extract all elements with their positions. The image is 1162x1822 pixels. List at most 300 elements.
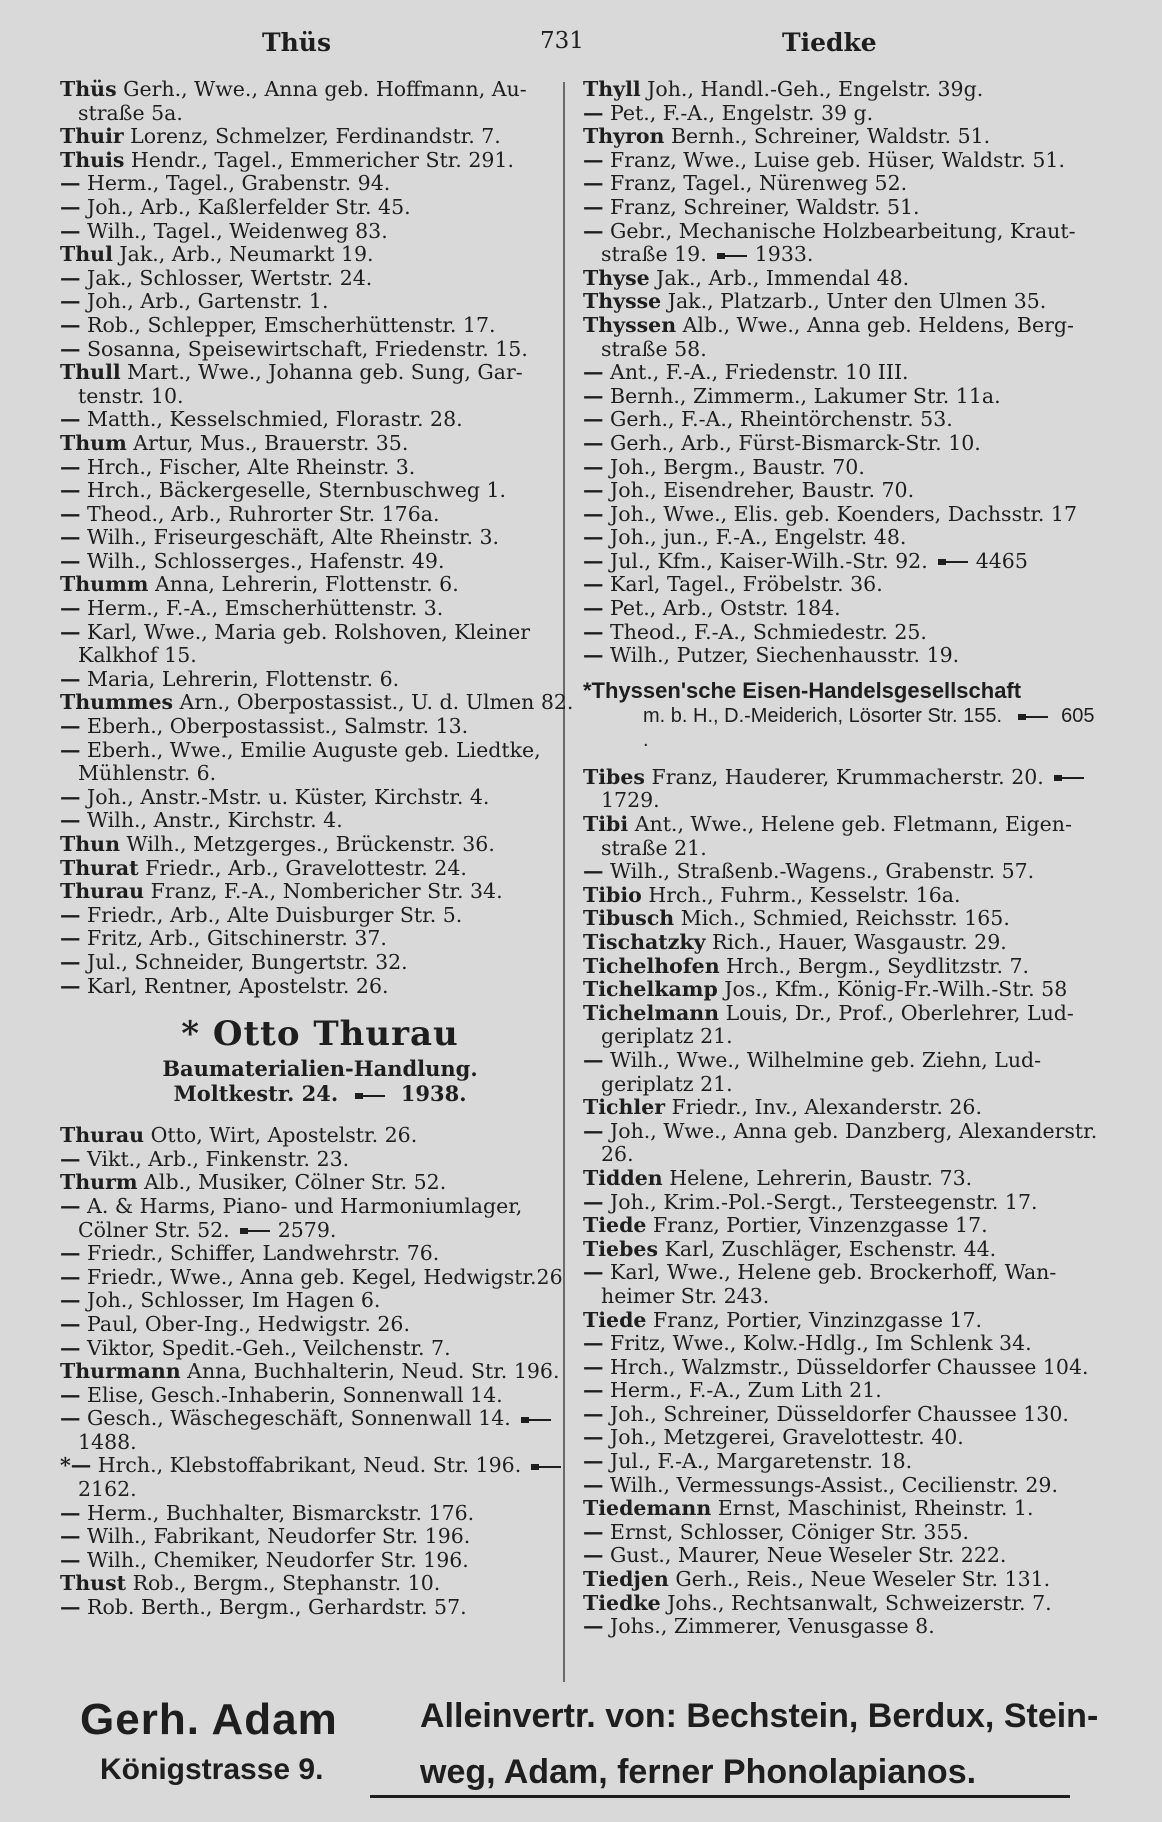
entry-surname: Tibi — [583, 812, 629, 837]
entry-surname: — — [60, 1382, 81, 1407]
entry-details: Helene, Lehrerin, Baustr. 73. — [662, 1165, 973, 1190]
entry-surname: Tichelkamp — [583, 977, 718, 1002]
entry-surname: — — [583, 548, 604, 573]
entry-details: Wilh., Chemiker, Neudorfer Str. 196. — [80, 1547, 469, 1572]
directory-entry — [583, 1167, 1105, 1191]
directory-entry — [60, 1502, 580, 1526]
entry-details: Louis, Dr., Prof., Oberlehrer, Lud- geriplatz 21. — [601, 1000, 1074, 1049]
entry-details: Eberh., Wwe., Emilie Auguste geb. Liedtke, Mühlenstr. 6. — [78, 737, 541, 786]
directory-entry — [60, 172, 580, 196]
directory-entry — [583, 78, 1105, 102]
entry-details: Hrch., Fischer, Alte Rheinstr. 3. — [80, 454, 416, 479]
entry-details: Ant., Wwe., Helene geb. Fletmann, Eigen- straße 21. — [601, 812, 1072, 860]
entry-surname: Thyse — [583, 265, 650, 290]
directory-entry — [583, 644, 1105, 668]
entry-surname: — — [583, 619, 604, 644]
entry-surname: Thumm — [60, 572, 149, 597]
directory-entry — [60, 1195, 580, 1242]
directory-entry — [60, 290, 580, 314]
directory-entry — [60, 503, 580, 527]
directory-entry — [60, 267, 580, 291]
entry-surname: — — [583, 525, 604, 550]
entry-surname: — — [583, 478, 604, 503]
entry-details: Mich., Schmied, Reichsstr. 165. — [674, 906, 1010, 931]
directory-entry — [60, 1171, 580, 1195]
thyssen-ad-address-row — [583, 704, 1105, 752]
directory-entry — [60, 621, 580, 668]
entry-surname: Tiedke — [583, 1590, 661, 1615]
directory-entry — [60, 1124, 580, 1148]
entry-surname: — — [60, 926, 81, 951]
telephone-icon — [1016, 711, 1050, 723]
entry-details: Vikt., Arb., Finkenstr. 23. — [80, 1146, 350, 1171]
entry-surname: — — [60, 1335, 81, 1360]
directory-entry — [583, 978, 1105, 1002]
entry-surname: Thyron — [583, 124, 665, 149]
directory-entry — [60, 1266, 580, 1290]
entry-details: Franz, Wwe., Luise geb. Hüser, Waldstr. 51. — [603, 147, 1065, 172]
entry-surname: Thurau — [60, 879, 145, 904]
entry-details: Fritz, Wwe., Kolw.-Hdlg., Im Schlenk 34. — [603, 1331, 1032, 1356]
directory-entry — [583, 385, 1105, 409]
entry-surname: — — [60, 1524, 81, 1549]
entry-surname: — — [60, 714, 81, 739]
entry-details: Joh., jun., F.-A., Engelstr. 48. — [603, 525, 907, 550]
directory-entry — [583, 573, 1105, 597]
telephone-icon — [715, 250, 749, 262]
entry-details: Herm., F.-A., Emscherhüttenstr. 3. — [80, 596, 444, 621]
telephone-icon — [936, 556, 970, 568]
entry-surname: Tiedjen — [583, 1567, 669, 1592]
directory-entry — [583, 1261, 1105, 1308]
entry-details: Franz, F.-A., Nombericher Str. 34. — [144, 879, 503, 904]
entry-details: Joh., Arb., Kaßlerfelder Str. 45. — [80, 194, 411, 219]
left-entries-1 — [60, 78, 580, 998]
directory-entry — [583, 1521, 1105, 1545]
entry-phone: 1488. — [78, 1429, 137, 1454]
entry-details: Friedr., Wwe., Anna geb. Kegel, Hedwigstr.26 — [80, 1264, 563, 1289]
right-column — [583, 78, 1105, 1639]
directory-entry — [60, 1454, 580, 1501]
entry-surname: Thüs — [60, 77, 117, 101]
directory-entry — [583, 1309, 1105, 1333]
directory-entry — [583, 102, 1105, 126]
entry-surname: — — [583, 1260, 604, 1285]
entry-surname: — — [583, 1449, 604, 1474]
entry-details: Johs., Rechtsanwalt, Schweizerstr. 7. — [660, 1590, 1052, 1615]
entry-phone: 2162. — [78, 1477, 137, 1502]
directory-entry — [60, 1289, 580, 1313]
entry-details: Joh., Handl.-Geh., Engelstr. 39g. — [640, 77, 984, 101]
thyssen-ad-title: *Thyssen'sche Eisen-Handelsgesellschaft — [583, 677, 1022, 703]
entry-surname: Thyll — [583, 77, 641, 101]
entry-surname: — — [60, 1595, 81, 1620]
entry-surname: — — [583, 596, 604, 621]
entry-details: Franz, Schreiner, Waldstr. 51. — [603, 194, 920, 219]
directory-entry — [583, 125, 1105, 149]
directory-entry — [60, 573, 580, 597]
entry-details: Hrch., Bergm., Seydlitzstr. 7. — [719, 953, 1030, 978]
entry-details: Jul., F.-A., Margaretenstr. 18. — [603, 1449, 913, 1474]
entry-details: Rob. Berth., Bergm., Gerhardstr. 57. — [80, 1595, 467, 1620]
banner-line-1: Alleinvertr. von: Bechstein, Berdux, Stein- — [420, 1697, 1099, 1735]
entry-details: Joh., Schreiner, Düsseldorfer Chaussee 130. — [603, 1401, 1069, 1426]
directory-entry — [60, 880, 580, 904]
entry-details: Franz, Hauderer, Krummacherstr. 20. — [644, 764, 1044, 789]
directory-entry — [60, 432, 580, 456]
directory-entry — [60, 361, 580, 408]
entry-surname: — — [60, 1264, 81, 1289]
entry-surname: — — [583, 643, 604, 668]
directory-entry — [583, 621, 1105, 645]
directory-entry — [60, 243, 580, 267]
entry-details: Viktor, Spedit.-Geh., Veilchenstr. 7. — [80, 1335, 451, 1360]
otto-ad-street: Moltkestr. 24. — [173, 1081, 339, 1107]
directory-entry — [583, 432, 1105, 456]
left-entries-2 — [60, 1124, 580, 1619]
entry-surname: — — [60, 265, 81, 290]
entry-surname: — — [60, 312, 81, 337]
entry-details: Ernst, Schlosser, Cöniger Str. 355. — [603, 1519, 970, 1544]
entry-surname: — — [583, 1331, 604, 1356]
entry-surname: — — [583, 218, 604, 243]
entry-details: Karl, Wwe., Helene geb. Brockerhoff, Wan- heimer Str. 243. — [601, 1260, 1057, 1308]
otto-thurau-ad — [60, 1012, 580, 1106]
entry-details: Pet., F.-A., Engelstr. 39 g. — [603, 100, 874, 125]
entry-surname: — — [583, 430, 604, 455]
directory-entry — [583, 220, 1105, 267]
entry-details: Paul, Ober-Ing., Hedwigstr. 26. — [80, 1311, 410, 1336]
entry-surname: Thull — [60, 360, 121, 385]
entry-details: Karl, Wwe., Maria geb. Rolshoven, Kleiner Kalkhof 15. — [78, 619, 530, 668]
entry-details: Karl, Zuschläger, Eschenstr. 44. — [658, 1236, 997, 1261]
entry-details: A. & Harms, Piano- und Harmoniumlager, Cölner Str. 52. — [78, 1193, 523, 1242]
gerh-adam-banner — [70, 1695, 1110, 1810]
entry-details: Wilh., Vermessungs-Assist., Cecilienstr. 29. — [603, 1472, 1058, 1497]
directory-entry — [583, 1474, 1105, 1498]
entry-surname: Thysse — [583, 289, 662, 314]
entry-surname: — — [583, 1189, 604, 1214]
directory-entry — [60, 479, 580, 503]
entry-details: Jak., Platzarb., Unter den Ulmen 35. — [661, 289, 1047, 314]
entry-phone: 2579. — [277, 1217, 337, 1242]
directory-entry — [583, 1450, 1105, 1474]
entry-details: Joh., Eisendreher, Baustr. 70. — [603, 478, 915, 503]
entry-surname: Tidden — [583, 1165, 663, 1190]
right-entries-1 — [583, 78, 1105, 668]
entry-details: Eberh., Oberpostassist., Salmstr. 13. — [80, 714, 469, 739]
directory-entry — [583, 479, 1105, 503]
entry-surname: Tibes — [583, 764, 645, 789]
directory-entry — [583, 1426, 1105, 1450]
entry-surname: — — [583, 1354, 604, 1379]
directory-entry — [583, 766, 1105, 813]
directory-entry — [583, 931, 1105, 955]
directory-entry — [60, 1407, 580, 1454]
banner-underline — [370, 1795, 1070, 1798]
directory-entry — [60, 526, 580, 550]
entry-details: Wilh., Fabrikant, Neudorfer Str. 196. — [80, 1524, 471, 1549]
directory-entry — [60, 1596, 580, 1620]
entry-details: Karl, Tagel., Fröbelstr. 36. — [603, 572, 883, 597]
entry-surname: — — [583, 1378, 604, 1403]
otto-ad-phone: 1938. — [400, 1081, 467, 1107]
directory-entry — [60, 951, 580, 975]
entry-details: Franz, Portier, Vinzenzgasse 17. — [646, 1213, 988, 1238]
entry-details: Wilh., Tagel., Weidenweg 83. — [80, 218, 388, 243]
entry-surname: Tiede — [583, 1307, 647, 1332]
entry-surname: — — [583, 147, 604, 172]
entry-details: Jul., Schneider, Bungertstr. 32. — [80, 949, 408, 974]
directory-entry — [583, 884, 1105, 908]
entry-details: Jak., Schlosser, Wertstr. 24. — [80, 265, 373, 290]
entry-surname: — — [60, 666, 81, 691]
entry-details: Joh., Wwe., Elis. geb. Koenders, Dachsstr. 17 — [603, 501, 1078, 526]
directory-entry — [583, 1356, 1105, 1380]
entry-details: Herm., Tagel., Grabenstr. 94. — [80, 171, 391, 196]
entry-details: Alb., Musiker, Cölner Str. 52. — [137, 1170, 447, 1195]
banner-firm: Gerh. Adam — [80, 1695, 338, 1744]
directory-entry — [583, 456, 1105, 480]
directory-entry — [583, 1568, 1105, 1592]
entry-surname: — — [60, 194, 81, 219]
telephone-icon — [238, 1225, 272, 1237]
entry-surname: — — [60, 973, 81, 998]
thyssen-ad-phone: 605 . — [643, 704, 1095, 751]
banner-street: Königstrasse 9. — [100, 1753, 324, 1786]
directory-entry — [583, 1544, 1105, 1568]
directory-entry — [583, 1332, 1105, 1356]
directory-entry — [60, 1549, 580, 1573]
directory-entry — [583, 290, 1105, 314]
directory-entry — [60, 857, 580, 881]
directory-entry — [583, 361, 1105, 385]
entry-details: Theod., Arb., Ruhrorter Str. 176a. — [80, 501, 440, 526]
directory-entry — [60, 809, 580, 833]
directory-entry — [60, 715, 580, 739]
directory-entry — [583, 1120, 1105, 1167]
entry-surname: — — [60, 1193, 81, 1218]
entry-surname: — — [60, 478, 81, 503]
directory-entry — [583, 1238, 1105, 1262]
entry-surname: — — [583, 859, 604, 884]
directory-entry — [60, 668, 580, 692]
entry-details: Wilh., Schlosserges., Hafenstr. 49. — [80, 548, 445, 573]
entry-details: Fritz, Arb., Gitschinerstr. 37. — [80, 926, 387, 951]
entry-details: Rob., Schlepper, Emscherhüttenstr. 17. — [80, 312, 496, 337]
entry-details: Wilh., Anstr., Kirchstr. 4. — [80, 808, 343, 833]
directory-entry — [60, 149, 580, 173]
telephone-icon — [353, 1090, 387, 1102]
thyssen-ad — [583, 678, 1105, 752]
entry-details: Pet., Arb., Oststr. 184. — [603, 596, 841, 621]
entry-surname: — — [583, 1118, 604, 1143]
entry-surname: — — [583, 360, 604, 385]
entry-details: Alb., Wwe., Anna geb. Heldens, Berg- straße 58. — [601, 312, 1074, 361]
page-header — [0, 28, 1162, 68]
directory-entry — [60, 196, 580, 220]
directory-entry — [583, 1191, 1105, 1215]
left-column — [60, 78, 580, 1620]
directory-entry — [583, 907, 1105, 931]
entry-details: Theod., F.-A., Schmiedestr. 25. — [603, 619, 927, 644]
directory-entry — [583, 813, 1105, 860]
directory-entry — [60, 1313, 580, 1337]
entry-details: Jos., Kfm., König-Fr.-Wilh.-Str. 58 — [717, 977, 1068, 1002]
entry-details: Karl, Rentner, Apostelstr. 26. — [80, 973, 389, 998]
entry-surname: — — [583, 1519, 604, 1544]
entry-surname: — — [60, 784, 81, 809]
directory-entry — [60, 408, 580, 432]
entry-details: Ant., F.-A., Friedenstr. 10 III. — [603, 360, 909, 385]
directory-entry — [60, 739, 580, 786]
entry-details: Sosanna, Speisewirtschaft, Friedenstr. 15. — [80, 336, 528, 361]
entry-surname: Thurat — [60, 855, 139, 880]
entry-surname: Tichler — [583, 1095, 666, 1120]
entry-surname: — — [60, 1146, 81, 1171]
entry-surname: Tibusch — [583, 906, 675, 931]
entry-details: Hrch., Fuhrm., Kesselstr. 16a. — [641, 882, 961, 907]
entry-details: Otto, Wirt, Apostelstr. 26. — [144, 1123, 418, 1148]
entry-details: Franz, Portier, Vinzinzgasse 17. — [646, 1307, 983, 1332]
directory-entry — [60, 550, 580, 574]
directory-entry — [583, 860, 1105, 884]
thyssen-ad-address: m. b. H., D.-Meiderich, Lösorter Str. 155. — [643, 704, 1003, 727]
entry-surname: — — [60, 902, 81, 927]
entry-surname: Tibio — [583, 882, 642, 907]
entry-details: Jak., Arb., Immendal 48. — [649, 265, 910, 290]
directory-entry — [583, 1615, 1105, 1639]
entry-details: Jul., Kfm., Kaiser-Wilh.-Str. 92. — [603, 548, 928, 573]
entry-surname: — — [583, 1047, 604, 1072]
entry-details: Anna, Buchhalterin, Neud. Str. 196. — [180, 1359, 560, 1384]
entry-surname: Thul — [60, 242, 113, 267]
entry-surname: — — [60, 336, 81, 361]
entry-details: Gerh., F.-A., Rheintörchenstr. 53. — [603, 407, 953, 432]
entry-surname: — — [583, 194, 604, 219]
directory-entry — [60, 314, 580, 338]
entry-details: Herm., Buchhalter, Bismarckstr. 176. — [80, 1500, 475, 1525]
entry-details: Bernh., Zimmerm., Lakumer Str. 11a. — [603, 383, 1001, 408]
entry-surname: — — [583, 1543, 604, 1568]
directory-entry — [60, 786, 580, 810]
entry-surname: Thummes — [60, 690, 174, 715]
entry-surname: — — [583, 171, 604, 196]
entry-details: Hrch., Bäckergeselle, Sternbuschweg 1. — [80, 478, 507, 503]
entry-details: Joh., Arb., Gartenstr. 1. — [80, 289, 329, 314]
entry-details: Hendr., Tagel., Emmericher Str. 291. — [124, 147, 514, 172]
entry-details: Joh., Krim.-Pol.-Sergt., Tersteegenstr. 17. — [603, 1189, 1038, 1214]
entry-surname: — — [60, 737, 81, 762]
entry-details: Artur, Mus., Brauerstr. 35. — [126, 430, 409, 455]
entry-details: Gerh., Arb., Fürst-Bismarck-Str. 10. — [603, 430, 981, 455]
entry-details: Anna, Lehrerin, Flottenstr. 6. — [148, 572, 459, 597]
entry-details: Rob., Bergm., Stephanstr. 10. — [126, 1571, 441, 1596]
entry-surname: — — [60, 1500, 81, 1525]
entry-details: Wilh., Friseurgeschäft, Alte Rheinstr. 3. — [80, 525, 500, 550]
directory-entry — [583, 1497, 1105, 1521]
entry-surname: — — [583, 383, 604, 408]
directory-entry — [583, 550, 1105, 574]
entry-surname: Tiede — [583, 1213, 647, 1238]
directory-entry — [60, 1148, 580, 1172]
directory-entry — [583, 1403, 1105, 1427]
directory-entry — [60, 456, 580, 480]
directory-entry — [60, 927, 580, 951]
entry-details: Johs., Zimmerer, Venusgasse 8. — [603, 1614, 935, 1639]
entry-surname: — — [583, 454, 604, 479]
directory-entry — [583, 1002, 1105, 1049]
entry-details: Gesch., Wäschegeschäft, Sonnenwall 14. — [80, 1406, 511, 1431]
entry-surname: Tiedemann — [583, 1496, 712, 1521]
telephone-icon — [1052, 772, 1086, 784]
entry-details: Wilh., Metzgerges., Brückenstr. 36. — [119, 832, 495, 856]
entry-surname: — — [60, 525, 81, 550]
entry-details: Franz, Tagel., Nürenweg 52. — [603, 171, 908, 196]
entry-surname: — — [583, 501, 604, 526]
entry-surname: — — [60, 454, 81, 479]
entry-surname: — — [583, 1425, 604, 1450]
entry-details: Joh., Bergm., Baustr. 70. — [603, 454, 865, 479]
directory-entry — [60, 1384, 580, 1408]
entry-details: Friedr., Schiffer, Landwehrstr. 76. — [80, 1241, 440, 1266]
entry-surname: Thuis — [60, 147, 125, 172]
entry-details: Gerh., Wwe., Anna geb. Hoffmann, Au- straße 5a. — [78, 77, 527, 125]
directory-entry — [60, 691, 580, 715]
entry-surname: Tichelhofen — [583, 953, 720, 978]
entry-surname: Tichelmann — [583, 1000, 720, 1025]
entry-details: Jak., Arb., Neumarkt 19. — [112, 242, 374, 267]
directory-entry — [60, 1242, 580, 1266]
entry-details: Arn., Oberpostassist., U. d. Ulmen 82. — [173, 690, 574, 715]
entry-details: Bernh., Schreiner, Waldstr. 51. — [664, 124, 991, 149]
directory-entry — [60, 338, 580, 362]
directory-entry — [583, 314, 1105, 361]
directory-entry — [583, 267, 1105, 291]
directory-entry — [583, 196, 1105, 220]
entry-phone: 1933. — [754, 242, 814, 267]
directory-entry — [583, 1379, 1105, 1403]
directory-entry — [60, 1572, 580, 1596]
entry-surname: Thum — [60, 430, 127, 455]
entry-details: Gust., Maurer, Neue Weseler Str. 222. — [603, 1543, 1007, 1568]
entry-phone: 4465 — [975, 548, 1028, 573]
entry-details: Elise, Gesch.-Inhaberin, Sonnenwall 14. — [80, 1382, 503, 1407]
directory-entry — [583, 955, 1105, 979]
entry-surname: — — [60, 1288, 81, 1313]
entry-surname: Tiebes — [583, 1236, 659, 1261]
entry-details: Wilh., Putzer, Siechenhausstr. 19. — [603, 643, 960, 668]
entry-details: Hrch., Walzmstr., Düsseldorfer Chaussee 104. — [603, 1354, 1089, 1379]
entry-surname: Thust — [60, 1571, 127, 1596]
entry-details: Joh., Anstr.-Mstr. u. Küster, Kirchstr. 4. — [80, 784, 490, 809]
entry-surname: — — [60, 1311, 81, 1336]
entry-details: Maria, Lehrerin, Flottenstr. 6. — [80, 666, 400, 691]
entry-details: Matth., Kesselschmied, Florastr. 28. — [80, 407, 463, 432]
entry-surname: — — [60, 289, 81, 314]
directory-entry — [60, 597, 580, 621]
right-entries-2 — [583, 766, 1105, 1639]
entry-surname: *— — [60, 1453, 92, 1478]
entry-details: Lorenz, Schmelzer, Ferdinandstr. 7. — [123, 124, 501, 149]
entry-surname: — — [60, 808, 81, 833]
directory-entry — [60, 1337, 580, 1361]
entry-details: Friedr., Arb., Gravelottestr. 24. — [138, 855, 467, 880]
entry-surname: — — [583, 572, 604, 597]
directory-entry — [60, 1360, 580, 1384]
entry-details: Ernst, Maschinist, Rheinstr. 1. — [711, 1496, 1034, 1521]
entry-details: Mart., Wwe., Johanna geb. Sung, Gar- tenstr. 10. — [78, 360, 523, 408]
